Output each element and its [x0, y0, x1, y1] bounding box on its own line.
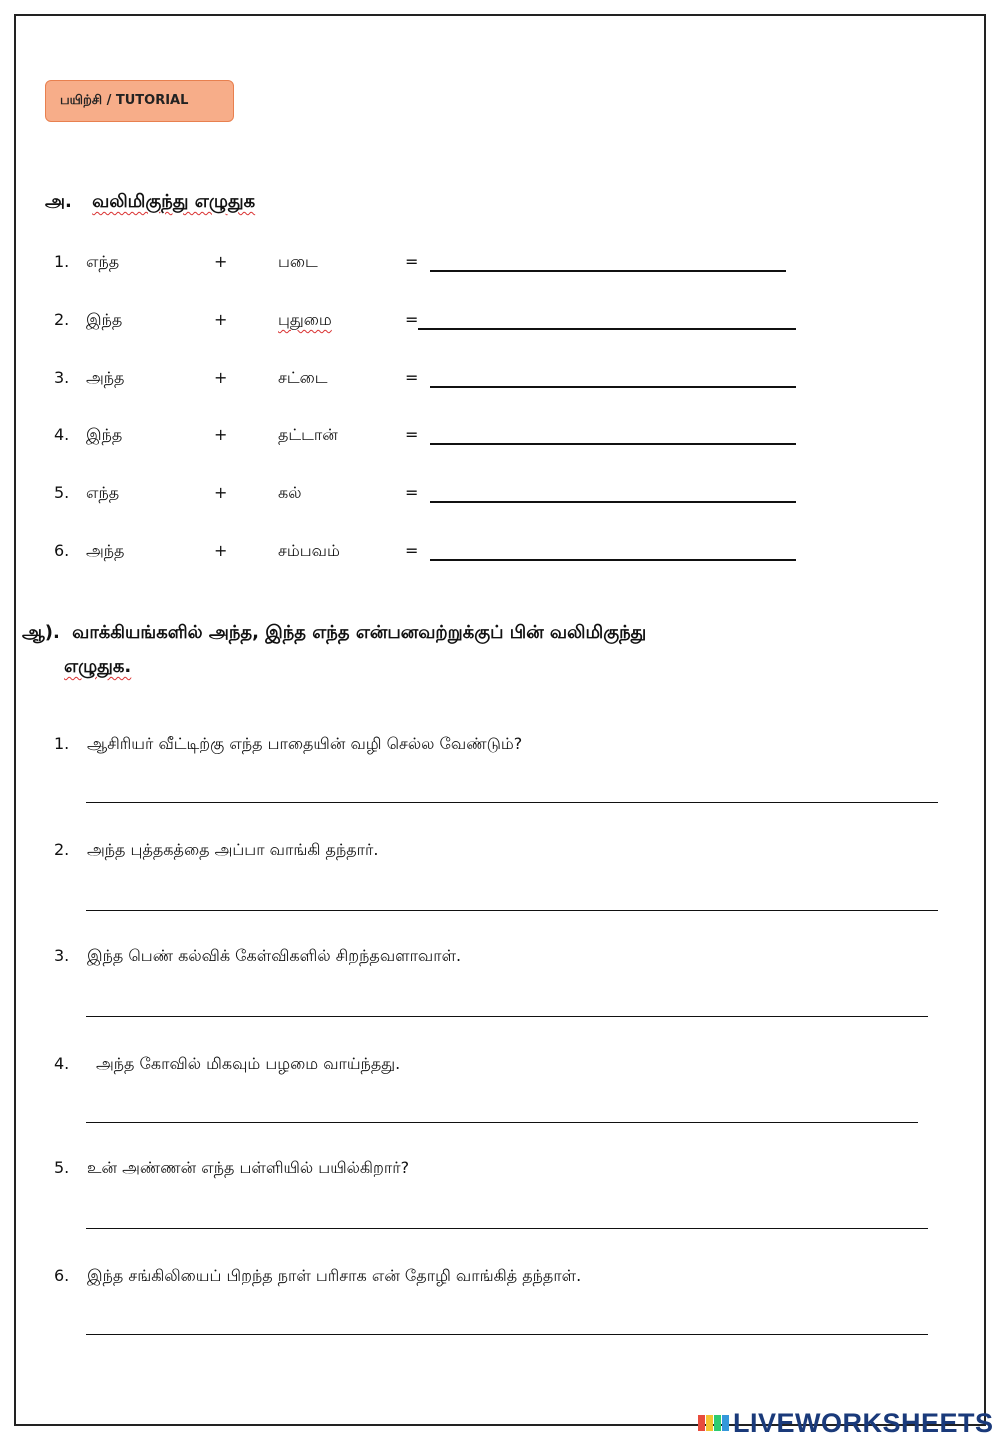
exercise-row-5 — [0, 483, 1000, 513]
equals-sign: = — [405, 425, 419, 444]
section-a-heading — [45, 191, 255, 214]
plus-sign: + — [214, 310, 228, 329]
answer-blank-6[interactable] — [430, 559, 796, 561]
answer-blank-1[interactable] — [430, 270, 786, 272]
answer-blank-5[interactable] — [430, 501, 796, 503]
question-number: 1. — [54, 734, 70, 753]
answer-blank-3[interactable] — [430, 386, 796, 388]
first-word: எந்த — [86, 483, 120, 502]
answer-blank-4[interactable] — [430, 443, 796, 445]
first-word: இந்த — [86, 310, 123, 329]
tutorial-badge-label: பயிற்சி / TUTORIAL — [60, 93, 189, 108]
question-text: ஆசிரியர் வீட்டிற்கு எந்த பாதையின் வழி செல்ல வேண்டும்? — [87, 734, 523, 753]
second-word: சம்பவம் — [278, 541, 340, 560]
answer-line-4[interactable] — [86, 1122, 918, 1123]
plus-sign: + — [214, 541, 228, 560]
question-number: 5. — [54, 1158, 70, 1177]
answer-line-1[interactable] — [86, 802, 938, 803]
liveworksheets-logo — [698, 1407, 994, 1439]
equals-sign: = — [405, 483, 419, 502]
tutorial-badge — [45, 80, 234, 122]
logo-text: LIVEWORKSHEETS — [733, 1407, 994, 1438]
row-number: 1. — [54, 252, 70, 271]
answer-line-6[interactable] — [86, 1334, 928, 1335]
question-text: இந்த பெண் கல்விக் கேள்விகளில் சிறந்தவளாவாள். — [87, 946, 462, 965]
first-word: அந்த — [86, 541, 125, 560]
exercise-row-1 — [0, 252, 1000, 282]
question-text: அந்த கோவில் மிகவும் பழமை வாய்ந்தது. — [96, 1054, 401, 1073]
second-word: தட்டான் — [278, 425, 338, 444]
question-number: 2. — [54, 840, 70, 859]
plus-sign: + — [214, 483, 228, 502]
logo-blocks-icon — [698, 1415, 729, 1431]
question-text: அந்த புத்தகத்தை அப்பா வாங்கி தந்தார். — [87, 840, 379, 859]
answer-line-5[interactable] — [86, 1228, 928, 1229]
answer-line-2[interactable] — [86, 910, 938, 911]
row-number: 3. — [54, 368, 70, 387]
question-text: உன் அண்ணன் எந்த பள்ளியில் பயில்கிறார்? — [87, 1158, 410, 1177]
exercise-row-3 — [0, 368, 1000, 398]
first-word: அந்த — [86, 368, 125, 387]
section-b-heading-continued — [64, 656, 131, 679]
second-word: படை — [278, 252, 318, 271]
answer-blank-2[interactable] — [418, 328, 796, 330]
plus-sign: + — [214, 252, 228, 271]
section-b-heading — [22, 622, 982, 645]
row-number: 6. — [54, 541, 70, 560]
section-b-title-line2: எழுதுக. — [64, 656, 132, 677]
section-a-title: வலிமிகுந்து எழுதுக — [92, 191, 256, 212]
second-word: கல் — [278, 483, 302, 502]
first-word: இந்த — [86, 425, 123, 444]
worksheet-border — [14, 14, 986, 1426]
section-b-title-line1: வாக்கியங்களில் அந்த, இந்த எந்த என்பனவற்றுக்குப் பின் வலிமிகுந்து — [72, 622, 647, 643]
section-b-prefix: ஆ). — [22, 622, 60, 643]
question-number: 3. — [54, 946, 70, 965]
section-a-prefix: அ. — [45, 191, 72, 212]
equals-sign: = — [405, 310, 419, 329]
row-number: 2. — [54, 310, 70, 329]
row-number: 4. — [54, 425, 70, 444]
equals-sign: = — [405, 368, 419, 387]
answer-line-3[interactable] — [86, 1016, 928, 1017]
row-number: 5. — [54, 483, 70, 502]
exercise-row-6 — [0, 541, 1000, 571]
first-word: எந்த — [86, 252, 120, 271]
plus-sign: + — [214, 368, 228, 387]
second-word: சட்டை — [278, 368, 328, 387]
question-text: இந்த சங்கிலியைப் பிறந்த நாள் பரிசாக என் தோழி வாங்கித் தந்தாள். — [87, 1266, 582, 1285]
question-number: 4. — [54, 1054, 70, 1073]
equals-sign: = — [405, 541, 419, 560]
second-word: புதுமை — [278, 310, 332, 329]
exercise-row-2 — [0, 310, 1000, 340]
plus-sign: + — [214, 425, 228, 444]
exercise-row-4 — [0, 425, 1000, 455]
question-number: 6. — [54, 1266, 70, 1285]
equals-sign: = — [405, 252, 419, 271]
